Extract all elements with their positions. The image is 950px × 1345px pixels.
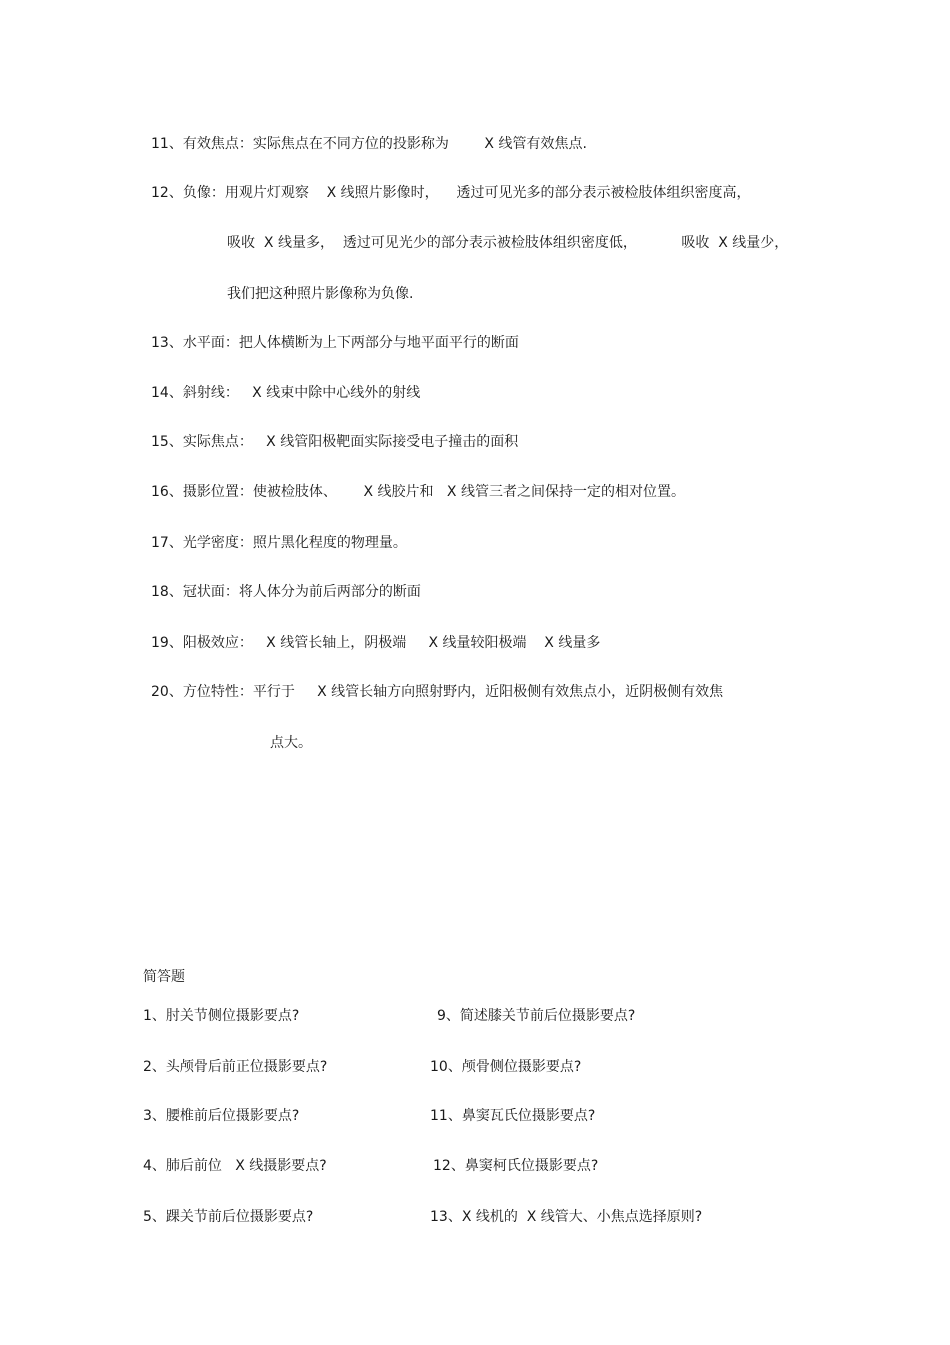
question-11: 11、鼻窦瓦氏位摄影要点?	[430, 1108, 596, 1124]
question-12: 12、鼻窦柯氏位摄影要点?	[433, 1158, 599, 1174]
question-9: 9、简述膝关节前后位摄影要点?	[437, 1008, 636, 1024]
question-3: 3、腰椎前后位摄影要点?	[143, 1108, 300, 1124]
definition-12: 12、负像：用观片灯观察 X 线照片影像时， 透过可见光多的部分表示被检肢体组织密度高，	[151, 185, 751, 201]
definition-19: 19、阳极效应： X 线管长轴上，阴极端 X 线量较阳极端 X 线量多	[151, 635, 601, 651]
question-13: 13、X 线机的 X 线管大、小焦点选择原则?	[430, 1209, 703, 1225]
question-2: 2、头颅骨后前正位摄影要点?	[143, 1059, 328, 1075]
definition-17: 17、光学密度：照片黑化程度的物理量。	[151, 535, 407, 551]
section-heading: 简答题	[143, 969, 185, 985]
question-5: 5、踝关节前后位摄影要点?	[143, 1209, 314, 1225]
question-10: 10、颅骨侧位摄影要点?	[430, 1059, 582, 1075]
definition-18: 18、冠状面：将人体分为前后两部分的断面	[151, 584, 421, 600]
definition-16: 16、摄影位置：使被检肢体、 X 线胶片和 X 线管三者之间保持一定的相对位置。	[151, 484, 685, 500]
definition-11: 11、有效焦点：实际焦点在不同方位的投影称为 X 线管有效焦点.	[151, 136, 587, 152]
definition-13: 13、水平面：把人体横断为上下两部分与地平面平行的断面	[151, 335, 519, 351]
definition-20: 20、方位特性：平行于 X 线管长轴方向照射野内，近阳极侧有效焦点小，近阴极侧有效焦	[151, 684, 724, 700]
definition-12-cont-2: 我们把这种照片影像称为负像.	[227, 286, 414, 302]
definition-12-cont-1: 吸收 X 线量多， 透过可见光少的部分表示被检肢体组织密度低， 吸收 X 线量少，	[227, 235, 789, 251]
definition-14: 14、斜射线： X 线束中除中心线外的射线	[151, 385, 421, 401]
question-4: 4、肺后前位 X 线摄影要点?	[143, 1158, 327, 1174]
question-1: 1、肘关节侧位摄影要点?	[143, 1008, 300, 1024]
definition-20-cont: 点大。	[270, 735, 312, 751]
definition-15: 15、实际焦点： X 线管阳极靶面实际接受电子撞击的面积	[151, 434, 519, 450]
